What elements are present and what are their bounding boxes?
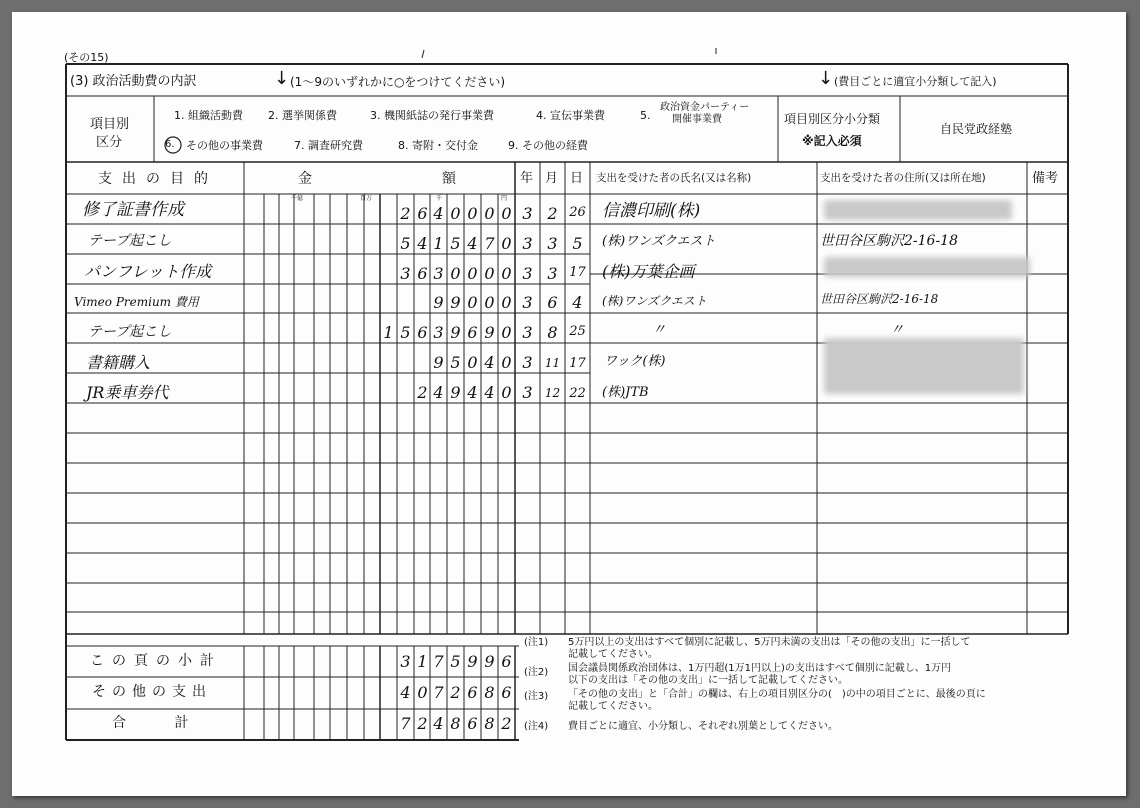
row-5-amount-digit: 3 [433, 323, 444, 342]
note-3-num: (注3) [524, 691, 549, 702]
row-7-amount-digit: 4 [484, 383, 495, 402]
row-4-purpose: Vimeo Premium 費用 [74, 295, 199, 309]
row-6-amount-digit: 9 [433, 353, 444, 372]
row-1-month: 2 [547, 204, 558, 223]
grand-total-amount-digit: 6 [467, 714, 478, 733]
row-2-amount-digit: 5 [400, 234, 411, 253]
row-3-month: 3 [547, 264, 558, 283]
row-1-amount-digit: 0 [501, 204, 512, 223]
category-option-9: 9. その他の経費 [508, 139, 588, 152]
row-7-amount-digit: 4 [467, 383, 478, 402]
row-5-amount-digit: 0 [501, 323, 512, 342]
header-payee-name: 支出を受けた者の氏名(又は名称) [596, 172, 752, 184]
category-option-1: 1. 組織活動費 [174, 109, 243, 122]
row-3-day: 17 [569, 265, 586, 280]
row-3-purpose: パンフレット作成 [84, 262, 212, 281]
row-1-address-redacted [824, 200, 1012, 220]
row-1-amount-digit: 6 [417, 204, 428, 223]
grand-total-amount-digit: 8 [484, 714, 495, 733]
row-7-year: 3 [522, 383, 533, 402]
row-3-year: 3 [522, 264, 533, 283]
row-4-amount-digit: 0 [501, 293, 512, 312]
category-label-line2: 区分 [96, 135, 123, 150]
arrow-down-icon: ↓ [274, 68, 290, 89]
header-remarks: 備考 [1032, 171, 1059, 186]
page-label: (その15) [64, 51, 109, 64]
instruction-right: (費目ごとに適宜小分類して記入) [834, 75, 997, 88]
subcategory-label: 項目別区分小分類 [784, 112, 881, 126]
row-5-amount-digit: 9 [484, 323, 495, 342]
row-3-amount-digit: 3 [400, 264, 411, 283]
row-4-amount-digit: 9 [433, 293, 444, 312]
row-5-day: 25 [569, 324, 586, 339]
row-2-amount-digit: 4 [417, 234, 428, 253]
row-2-year: 3 [522, 234, 533, 253]
other-expenses-amount-digit: 4 [400, 683, 411, 702]
row-7-month: 12 [544, 386, 561, 400]
row-1-purpose: 修了証書作成 [82, 200, 184, 220]
row-5-payee: 〃 [652, 322, 666, 338]
row-4-address: 世田谷区駒沢2-16-18 [820, 292, 939, 306]
subtotal-amount-digit: 9 [484, 652, 495, 671]
category-option-5-number: 5. [640, 109, 651, 122]
row-3-amount-digit: 0 [501, 264, 512, 283]
row-1-amount-digit: 2 [400, 204, 411, 223]
note-2-line2: 以下の支出は「その他の支出」に一括して記載してください。 [568, 675, 848, 686]
other-expenses-amount-digit: 8 [484, 683, 495, 702]
row-3-amount-digit: 0 [484, 264, 495, 283]
row-2-payee: (株)ワンズクエスト [602, 234, 716, 249]
row-6-amount-digit: 0 [467, 353, 478, 372]
category-option-3: 3. 機関紙誌の発行事業費 [370, 109, 494, 122]
row-7-amount-digit: 9 [450, 383, 461, 402]
row-4-amount-digit: 9 [450, 293, 461, 312]
unit-thousand: 千 [436, 195, 443, 202]
row-5-amount-digit: 5 [400, 323, 411, 342]
row-2-month: 3 [547, 234, 558, 253]
row-2-amount-digit: 4 [467, 234, 478, 253]
row-2-amount-digit: 1 [433, 234, 444, 253]
category-option-4: 4. 宣伝事業費 [536, 109, 605, 122]
row-7-purpose: JR乗車券代 [86, 383, 169, 402]
header-day: 日 [570, 171, 584, 186]
row-4-amount-digit: 0 [467, 293, 478, 312]
row-1-amount-digit: 4 [433, 204, 444, 223]
document-sheet [12, 12, 1126, 796]
row-1-amount-digit: 0 [484, 204, 495, 223]
row-3-payee: (株)万葉企画 [602, 262, 695, 281]
row-2-purpose: テープ起こし [88, 233, 172, 249]
section-title: (3) 政治活動費の内訳 [70, 74, 197, 89]
other-expenses-amount-digit: 6 [501, 683, 512, 702]
note-1-line2: 記載してください。 [568, 649, 658, 660]
row-6-month: 11 [544, 356, 561, 370]
note-3-line2: 記載してください。 [568, 701, 658, 712]
header-year: 年 [520, 171, 534, 186]
row-4-amount-digit: 0 [484, 293, 495, 312]
row-6-amount-digit: 0 [501, 353, 512, 372]
header-amount-kin: 金 [298, 171, 312, 187]
subtotal-amount-digit: 7 [433, 652, 444, 671]
row-6-amount-digit: 5 [450, 353, 461, 372]
other-expenses-amount-digit: 7 [433, 683, 444, 702]
grand-total-amount-digit: 2 [417, 714, 428, 733]
other-expenses-amount-digit: 0 [417, 683, 428, 702]
subtotal-amount-digit: 5 [450, 652, 461, 671]
row-3-amount-digit: 6 [417, 264, 428, 283]
row-6-day: 17 [569, 356, 586, 371]
category-option-2: 2. 選挙関係費 [268, 109, 337, 122]
other-expenses-label: その他の支出 [92, 684, 212, 700]
category-option-7: 7. 調査研究費 [294, 139, 363, 152]
note-4-num: (注4) [524, 721, 549, 732]
other-expenses-amount-digit: 2 [450, 683, 461, 702]
row-1-day: 26 [569, 205, 586, 220]
row-5-amount-digit: 9 [450, 323, 461, 342]
subtotal-label: この頁の小計 [90, 653, 222, 669]
row-7-payee: (株)JTB [602, 385, 649, 400]
arrow-down-icon-right: ↓ [818, 68, 834, 89]
category-option-6: その他の事業費 [186, 139, 263, 152]
row-5-amount-digit: 6 [467, 323, 478, 342]
grand-total-label: 合 計 [112, 715, 211, 731]
row-6-7-address-redacted [824, 338, 1024, 394]
row-2-amount-digit: 5 [450, 234, 461, 253]
row-4-payee: (株)ワンズクエスト [602, 294, 707, 308]
row-5-purpose: テープ起こし [88, 324, 172, 340]
subtotal-amount-digit: 6 [501, 652, 512, 671]
unit-million: 百万 [360, 195, 373, 202]
row-2-day: 5 [572, 234, 583, 253]
row-7-amount-digit: 2 [417, 383, 428, 402]
row-3-amount-digit: 3 [433, 264, 444, 283]
category-option-5-line2: 開催事業費 [672, 114, 722, 125]
subtotal-amount-digit: 9 [467, 652, 478, 671]
header-payee-address: 支出を受けた者の住所(又は所在地) [820, 172, 986, 184]
row-4-month: 6 [547, 293, 558, 312]
row-6-amount-digit: 4 [484, 353, 495, 372]
grand-total-amount-digit: 8 [450, 714, 461, 733]
subtotal-amount-digit: 3 [400, 652, 411, 671]
header-amount-gaku: 額 [442, 171, 456, 187]
subcategory-value: 自民党政経塾 [940, 122, 1013, 136]
header-purpose: 支出の目的 [98, 171, 218, 187]
row-5-month: 8 [547, 323, 558, 342]
row-5-address: 〃 [890, 322, 904, 338]
row-6-purpose: 書籍購入 [86, 353, 151, 372]
note-1-line1: 5万円以上の支出はすべて個別に記載し、5万円未満の支出は「その他の支出」に一括して [568, 637, 971, 648]
row-1-year: 3 [522, 204, 533, 223]
row-1-amount-digit: 0 [467, 204, 478, 223]
row-7-amount-digit: 4 [433, 383, 444, 402]
unit-yen: 円 [501, 195, 508, 202]
row-6-year: 3 [522, 353, 533, 372]
row-3-amount-digit: 0 [450, 264, 461, 283]
row-3-amount-digit: 0 [467, 264, 478, 283]
row-4-year: 3 [522, 293, 533, 312]
row-2-address: 世田谷区駒沢2-16-18 [820, 233, 958, 249]
row-6-payee: ワック(株) [604, 354, 666, 369]
row-5-amount-digit: 6 [417, 323, 428, 342]
row-2-amount-digit: 7 [484, 234, 495, 253]
grand-total-amount-digit: 2 [501, 714, 512, 733]
required-note: ※記入必須 [802, 134, 862, 148]
row-5-amount-digit: 1 [383, 323, 394, 342]
note-2-line1: 国会議員関係政治団体は、1万円超(1万1円以上)の支出はすべて個別に記載し、1万円 [568, 663, 952, 674]
row-1-payee: 信濃印刷(株) [602, 201, 701, 221]
unit-thousand-million: 千億 [291, 195, 304, 202]
row-7-amount-digit: 0 [501, 383, 512, 402]
category-option-8: 8. 寄附・交付金 [398, 139, 478, 152]
other-expenses-amount-digit: 6 [467, 683, 478, 702]
note-4-line1: 費目ごとに適宜、小分類し、それぞれ別葉としてください。 [568, 721, 838, 732]
note-3-line1: 「その他の支出」と「合計」の欄は、右上の項目別区分の( )の中の項目ごとに、最後の頁に [568, 689, 986, 700]
note-2-num: (注2) [524, 667, 549, 678]
subtotal-amount-digit: 1 [417, 652, 428, 671]
note-1-num: (注1) [524, 637, 549, 648]
grand-total-amount-digit: 7 [400, 714, 411, 733]
header-month: 月 [545, 171, 559, 186]
row-7-day: 22 [569, 386, 586, 401]
grand-total-amount-digit: 4 [433, 714, 444, 733]
row-2-amount-digit: 0 [501, 234, 512, 253]
row-5-year: 3 [522, 323, 533, 342]
row-4-day: 4 [572, 293, 583, 312]
row-1-amount-digit: 0 [450, 204, 461, 223]
selected-category-number: 6. [165, 139, 175, 150]
category-option-5-line1: 政治資金パーティー [660, 102, 750, 113]
instruction-left: (1～9のいずれかに○をつけてください) [290, 75, 506, 89]
row-3-address-redacted [824, 257, 1030, 277]
category-label-line1: 項目別 [90, 117, 130, 132]
